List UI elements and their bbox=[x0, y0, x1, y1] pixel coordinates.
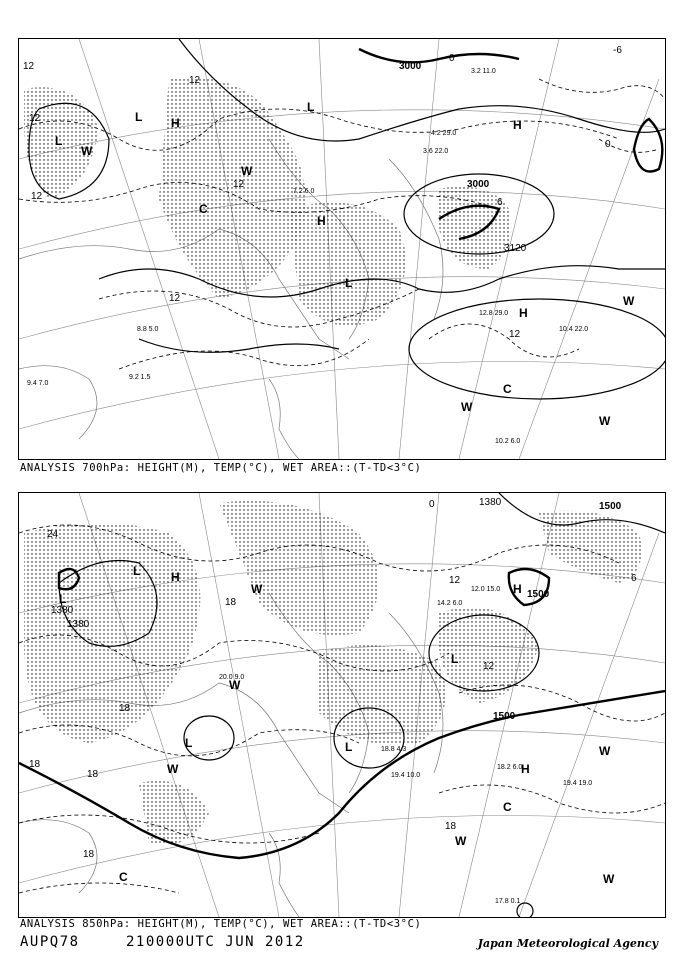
warm-center: W bbox=[623, 294, 635, 308]
map-panel-700hpa bbox=[18, 38, 666, 460]
station-plot: 19.4 19.0 bbox=[563, 780, 593, 787]
station-plot: 17.8 0.1 bbox=[495, 898, 521, 905]
warm-center: W bbox=[599, 744, 611, 758]
low-center: L bbox=[59, 592, 67, 606]
height-label: 3120 bbox=[504, 243, 527, 254]
height-label: 3000 bbox=[399, 61, 422, 72]
temp-label: 12 bbox=[29, 113, 41, 124]
station-plot: 9.4 7.0 bbox=[27, 380, 49, 387]
temp-label: 12 bbox=[23, 61, 35, 72]
cold-center: C bbox=[119, 870, 128, 884]
agency-name: Japan Meteorological Agency bbox=[477, 937, 658, 950]
temp-label: 0 bbox=[605, 139, 611, 150]
station-plot: 19.4 10.0 bbox=[391, 772, 421, 779]
temp-label: 18 bbox=[225, 597, 237, 608]
station-plot: 9.2 1.5 bbox=[129, 374, 151, 381]
height-label: 1500 bbox=[599, 501, 622, 512]
station-plot: 10.2 6.0 bbox=[495, 438, 521, 445]
high-center: H bbox=[513, 118, 522, 132]
height-label: 1500 bbox=[493, 711, 516, 722]
temp-label: 12 bbox=[189, 75, 201, 86]
high-center: H bbox=[171, 570, 180, 584]
station-plot: 4.2 29.0 bbox=[431, 130, 457, 137]
temp-label: 24 bbox=[47, 529, 59, 540]
cold-center: C bbox=[503, 382, 512, 396]
station-plot: 14.2 6.0 bbox=[437, 600, 463, 607]
temp-label: 12 bbox=[449, 575, 461, 586]
station-plot: 12.0 15.0 bbox=[471, 586, 501, 593]
chart-code: AUPQ78 bbox=[20, 934, 80, 950]
valid-time: 210000UTC JUN 2012 bbox=[126, 934, 305, 950]
warm-center: W bbox=[455, 834, 467, 848]
station-plot: 10.4 22.0 bbox=[559, 326, 589, 333]
temp-label: 12 bbox=[509, 329, 521, 340]
station-plot: 18.8 4.3 bbox=[381, 746, 407, 753]
temp-label: 12 bbox=[169, 293, 181, 304]
panel-caption-700hpa: ANALYSIS 700hPa: HEIGHT(M), TEMP(°C), WET AREA::(T-TD<3°C) bbox=[20, 462, 422, 474]
wet-area-stipple bbox=[24, 501, 642, 845]
temp-label: 18 bbox=[445, 821, 457, 832]
warm-center: W bbox=[603, 872, 615, 886]
temp-label: 18 bbox=[87, 769, 99, 780]
temp-label: 0 bbox=[449, 53, 455, 64]
station-plot: 18.2 6.0 bbox=[497, 764, 523, 771]
low-center: L bbox=[55, 134, 63, 148]
station-plot: 12.8 29.0 bbox=[479, 310, 509, 317]
warm-center: W bbox=[251, 582, 263, 596]
height-label: 1380 bbox=[67, 619, 90, 630]
temp-label: 6 bbox=[631, 573, 637, 584]
low-center: L bbox=[345, 276, 353, 290]
map-panel-850hpa bbox=[18, 492, 666, 918]
station-plot: 3.2 11.0 bbox=[471, 68, 496, 75]
warm-center: W bbox=[229, 678, 241, 692]
high-center: H bbox=[513, 582, 522, 596]
warm-center: W bbox=[461, 400, 473, 414]
cold-center: C bbox=[199, 202, 208, 216]
high-center: H bbox=[171, 116, 180, 130]
warm-center: W bbox=[241, 164, 253, 178]
station-plot: 3.6 22.0 bbox=[423, 148, 449, 155]
cold-center: C bbox=[503, 800, 512, 814]
high-center: H bbox=[521, 762, 530, 776]
high-center: H bbox=[317, 214, 326, 228]
station-plot: 8.8 5.0 bbox=[137, 326, 159, 333]
low-center: L bbox=[451, 652, 459, 666]
temp-label: 12 bbox=[233, 179, 245, 190]
low-center: L bbox=[307, 100, 315, 114]
warm-center: W bbox=[81, 144, 93, 158]
panel-caption-850hpa: ANALYSIS 850hPa: HEIGHT(M), TEMP(°C), WET AREA::(T-TD<3°C) bbox=[20, 918, 422, 930]
low-center: L bbox=[135, 110, 143, 124]
warm-center: W bbox=[599, 414, 611, 428]
low-center: L bbox=[133, 564, 141, 578]
height-label: 1380 bbox=[51, 605, 74, 616]
temp-label: 18 bbox=[119, 703, 131, 714]
height-label: 3000 bbox=[467, 179, 490, 190]
high-center: H bbox=[519, 306, 528, 320]
temp-label: 12 bbox=[483, 661, 495, 672]
temp-label: -6 bbox=[613, 45, 622, 56]
station-observations bbox=[219, 586, 592, 905]
height-label: 1500 bbox=[527, 589, 550, 600]
temp-label: 18 bbox=[29, 759, 41, 770]
station-plot: 20.0 9.0 bbox=[219, 674, 245, 681]
temp-label: 12 bbox=[31, 191, 43, 202]
temp-label: 18 bbox=[83, 849, 95, 860]
temp-label: 0 bbox=[429, 499, 435, 510]
temp-label: 6 bbox=[497, 197, 503, 208]
station-plot: 7.2 6.0 bbox=[293, 188, 315, 195]
warm-center: W bbox=[167, 762, 179, 776]
height-label: 1380 bbox=[479, 497, 502, 508]
low-center: L bbox=[185, 736, 193, 750]
low-center: L bbox=[345, 740, 353, 754]
